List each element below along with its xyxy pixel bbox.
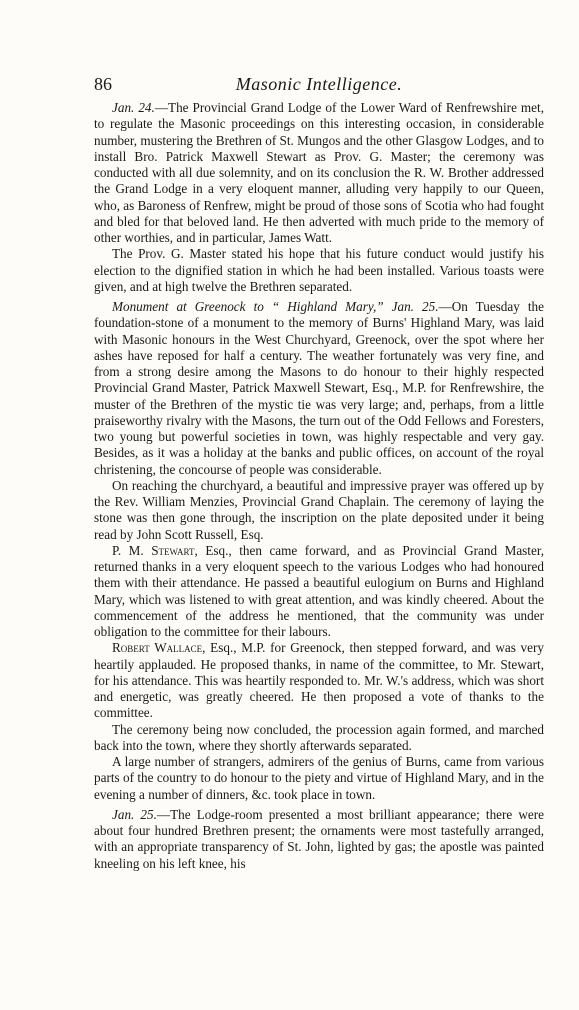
page-number: 86 (94, 74, 112, 94)
paragraph-text: —The Provincial Grand Lodge of the Lower Ward of Renfrewshire met, to regulate the Masonic proceedings on this interesting occasion, in considerable number, mustering the Brethren of St. Mungos and the other Glasgow Lodges, and to install Bro. Patrick Maxwell Stewart as Prov. G. Master; the ceremony was conducted with all due solemnity, and on its conclusion the R. W. Brother addressed the Grand Lodge in a very eloquent manner, alluding very happily to our Queen, who, as Baroness of Renfrew, might be proud of those sons of Scotia who had fought and bled for that beloved land. He then adverted with much pride to the memory of other worthies, and in particular, James Watt. (94, 100, 545, 245)
page-header (94, 74, 544, 100)
paragraph-text: A large number of strangers, admirers of the genius of Burns, came from various parts of the country to do honour to the piety and virtue of Highland Mary, and in the evening a number of dinners, &c. took place in town. (94, 754, 544, 802)
paragraph-text: , Esq., M.P. for Greenock, then stepped forward, and was very heartily applauded. He proposed thanks, in name of the committee, to Mr. Stewart, for his attendance. This was heartily responded to. Mr. W.'s address, which was short and energetic, was greatly cheered. He then proposed a vote of thanks to the committee. (94, 640, 544, 721)
paragraph-text: —On Tuesday the foundation-stone of a monument to the memory of Burns' Highland Mary, was laid with Masonic honours in the West Churchyard, Greenock, over the spot where her ashes have reposed for half a century. The weather fortunately was very fine, and from a strong desire among the Masons to do honour to their highly respected Provincial Grand Master, Patrick Maxwell Stewart, Esq., M.P. for Renfrewshire, the muster of the Brethren of the mystic tie was very large; and, perhaps, from a little praiseworthy rivalry with the Masons, the turn out of the Odd Fellows and Foresters, two young but powerful societies in town, was highly respectable and very gay. Besides, as it was a holiday at the banks and public offices, on account of the royal christening, the concourse of people was considerable. (94, 299, 544, 477)
paragraph-lead: Robert Wallace (112, 640, 203, 656)
paragraph-strangers (94, 754, 544, 803)
paragraph-churchyard (94, 478, 544, 543)
paragraph-lead: Jan. 24. (112, 100, 155, 115)
paragraph-text: , Esq., then came forward, and as Provincial Grand Master, returned thanks in a very eloquent speech to the various Lodges who had honoured them with their attendance. He passed a beautiful eulogium on Burns and Highland Mary, which was listened to with great attention, and was kindly cheered. About the commencement of the address he mentioned, that the community was under obligation to the committee for their labours. (94, 542, 544, 639)
running-title: Masonic Intelligence. (235, 74, 403, 94)
paragraph-text: The ceremony being now concluded, the procession again formed, and marched back into the town, where they shortly afterwards separated. (94, 721, 544, 753)
paragraph-stewart (94, 543, 544, 641)
paragraph-lead: Monument at Greenock to “ Highland Mary,” Jan. 25. (112, 299, 439, 314)
paragraph-lead: P. M. Stewart (112, 542, 195, 558)
paragraph-wallace (94, 640, 544, 721)
article-body (94, 100, 544, 872)
paragraph-text: On reaching the churchyard, a beautiful and impressive prayer was offered up by the Rev. William Menzies, Provincial Grand Chaplain. The ceremony of laying the stone was then gone through, the inscription on the plate deposited under it being read by John Scott Russell, Esq. (94, 477, 544, 542)
paragraph-text: —The Lodge-room presented a most brilliant appearance; there were about four hundred Brethren present; the ornaments were most tastefully arranged, with an appropriate transparency of St. John, lighted by gas; the apostle was painted kneeling on his left knee, his (94, 806, 544, 871)
paragraph-monument (94, 299, 544, 478)
paragraph-text: The Prov. G. Master stated his hope that his future conduct would justify his election to the dignified station in which he had been installed. Various toasts were given, and at high twelve the Brethren separated. (94, 246, 544, 294)
paragraph-lead: Jan. 25. (112, 806, 157, 822)
paragraph-jan-25 (94, 807, 544, 872)
paragraph-prov-master (94, 246, 544, 295)
paragraph-ceremony-concluded (94, 722, 544, 755)
paragraph-jan-24 (94, 100, 544, 246)
